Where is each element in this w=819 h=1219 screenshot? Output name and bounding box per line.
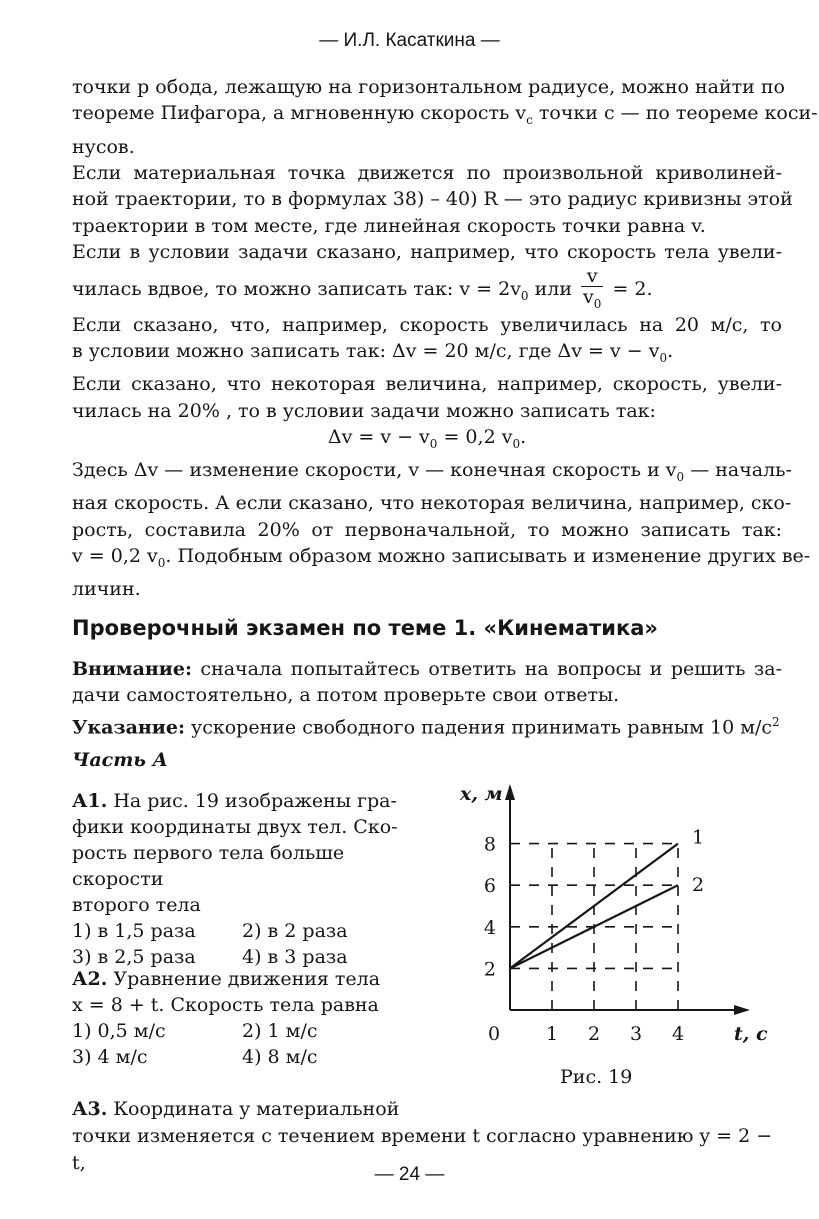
options-row <box>72 918 412 944</box>
text-line: точки p обода, лежащую на горизонтальном радиусе, можно найти по <box>72 76 785 98</box>
y-tick-label: 2 <box>483 958 496 981</box>
text-line: рость первого тела больше скорости <box>72 842 345 890</box>
question-a1-text: А1. На рис. 19 изображены гра- <box>72 790 397 812</box>
instructions <box>72 656 782 741</box>
text-line: нусов. <box>72 135 135 158</box>
text-line: Здесь Δv — изменение скорости, v — конечная скорость и $v_0$ — началь- <box>72 459 792 485</box>
x-tick-label: 1 <box>545 1023 559 1045</box>
part-title: Часть А <box>72 749 168 771</box>
text-line: ной траектории, то в формулах 38) – 40) R — это радиус кривизны этой <box>72 188 793 211</box>
x-tick-label: 4 <box>671 1023 685 1045</box>
fraction: $\frac{v}{v_0}$ <box>583 264 602 311</box>
x-tick-label: 2 <box>587 1023 601 1045</box>
option: 1) в 1,5 раза <box>72 920 196 942</box>
question-a1 <box>72 788 412 970</box>
options-row <box>72 1018 412 1044</box>
text-line: v = 0,2 $v_0$. Подобным образом можно записывать и изменение других ве- <box>72 545 811 571</box>
option: 1) 0,5 м/с <box>72 1020 166 1042</box>
figure-19 <box>440 778 780 1068</box>
text-line: Если материальная точка движется по произвольной криволиней- <box>72 162 782 185</box>
text-line: точки изменяется с течением времени t согласно уравнению y = 2 − t, <box>72 1125 773 1174</box>
formula: $\Delta v = v - v_0 = 0,2$ $v_0$. <box>327 426 527 451</box>
text-line: ная скорость. А если сказано, что некоторая величина, например, ско- <box>72 492 792 515</box>
text-line: Если сказано, что некоторая величина, например, скорость, увели- <box>72 373 782 396</box>
y-tick-label: 8 <box>483 833 496 856</box>
option: 4) в 3 раза <box>242 946 348 968</box>
series-label-2: 2 <box>692 874 705 897</box>
text-line: Если в условии задачи сказано, например, что скорость тела увели- <box>72 241 782 264</box>
y-axis-arrow <box>505 784 515 800</box>
x-axis-label: t, c <box>734 1023 768 1045</box>
series-label-1: 1 <box>692 826 705 849</box>
text-line: рость, составила 20% от первоначальной, то можно записать так: <box>72 518 782 541</box>
option: 2) 1 м/с <box>242 1020 318 1042</box>
text-line: траектории в том месте, где линейная скорость точки равна v. <box>72 214 706 237</box>
text-line: Если сказано, что, например, скорость увеличилась на 20 м/с, то <box>72 313 782 336</box>
text-line: второго тела <box>72 894 201 916</box>
attention-line: дачи самостоятельно, а потом проверьте свои ответы. <box>72 684 620 707</box>
chart-svg <box>440 778 780 1068</box>
text-line: личин. <box>72 578 141 601</box>
hint-line: Указание: ускорение свободного падения принимать равным 10 $м/с^2$ <box>72 714 780 739</box>
text-line: фики координаты двух тел. Ско- <box>72 816 398 838</box>
x-tick-label: 3 <box>629 1023 643 1045</box>
options-row <box>72 1044 412 1070</box>
y-axis-label: x, м <box>460 783 503 805</box>
question-a3-text: А3. Координата y материальной <box>72 1098 400 1120</box>
text-line: в условии можно записать так: Δv = 20 м/с, где $\Delta v = v - v_0$. <box>72 340 674 365</box>
text-line: чилась на 20% , то в условии задачи можно записать так: <box>72 399 656 422</box>
option: 3) 4 м/с <box>72 1046 148 1068</box>
figure-caption: Рис. 19 <box>560 1066 633 1088</box>
x-axis-arrow <box>734 1005 750 1015</box>
text-line: x = 8 + t. Скорость тела равна <box>72 994 379 1016</box>
option: 2) в 2 раза <box>242 920 348 942</box>
y-tick-label: 6 <box>483 875 496 898</box>
option: 4) 8 м/с <box>242 1046 318 1068</box>
y-tick-label: 4 <box>483 916 496 939</box>
question-a2-text: А2. Уравнение движения тела <box>72 968 381 990</box>
section-title: Проверочный экзамен по теме 1. «Кинематика» <box>72 616 658 640</box>
body-text-top <box>72 74 818 603</box>
option: 3) в 2,5 раза <box>72 946 196 968</box>
question-a2 <box>72 966 412 1070</box>
x-tick-label: 0 <box>487 1023 501 1045</box>
page-header: — И.Л. Касаткина — <box>319 30 500 51</box>
text-line: чилась вдвое, то можно записать так: $v = 2v_0$ или $\frac{v}{v_0}$ = 2. <box>72 266 782 312</box>
attention-line: Внимание: сначала попытайтесь ответить на вопросы и решить за- <box>72 658 782 680</box>
text-line: теореме Пифагора, а мгновенную скорость $v_c$ точки c — по теореме коси- <box>72 102 818 128</box>
page-number: — 24 — <box>374 1164 445 1185</box>
